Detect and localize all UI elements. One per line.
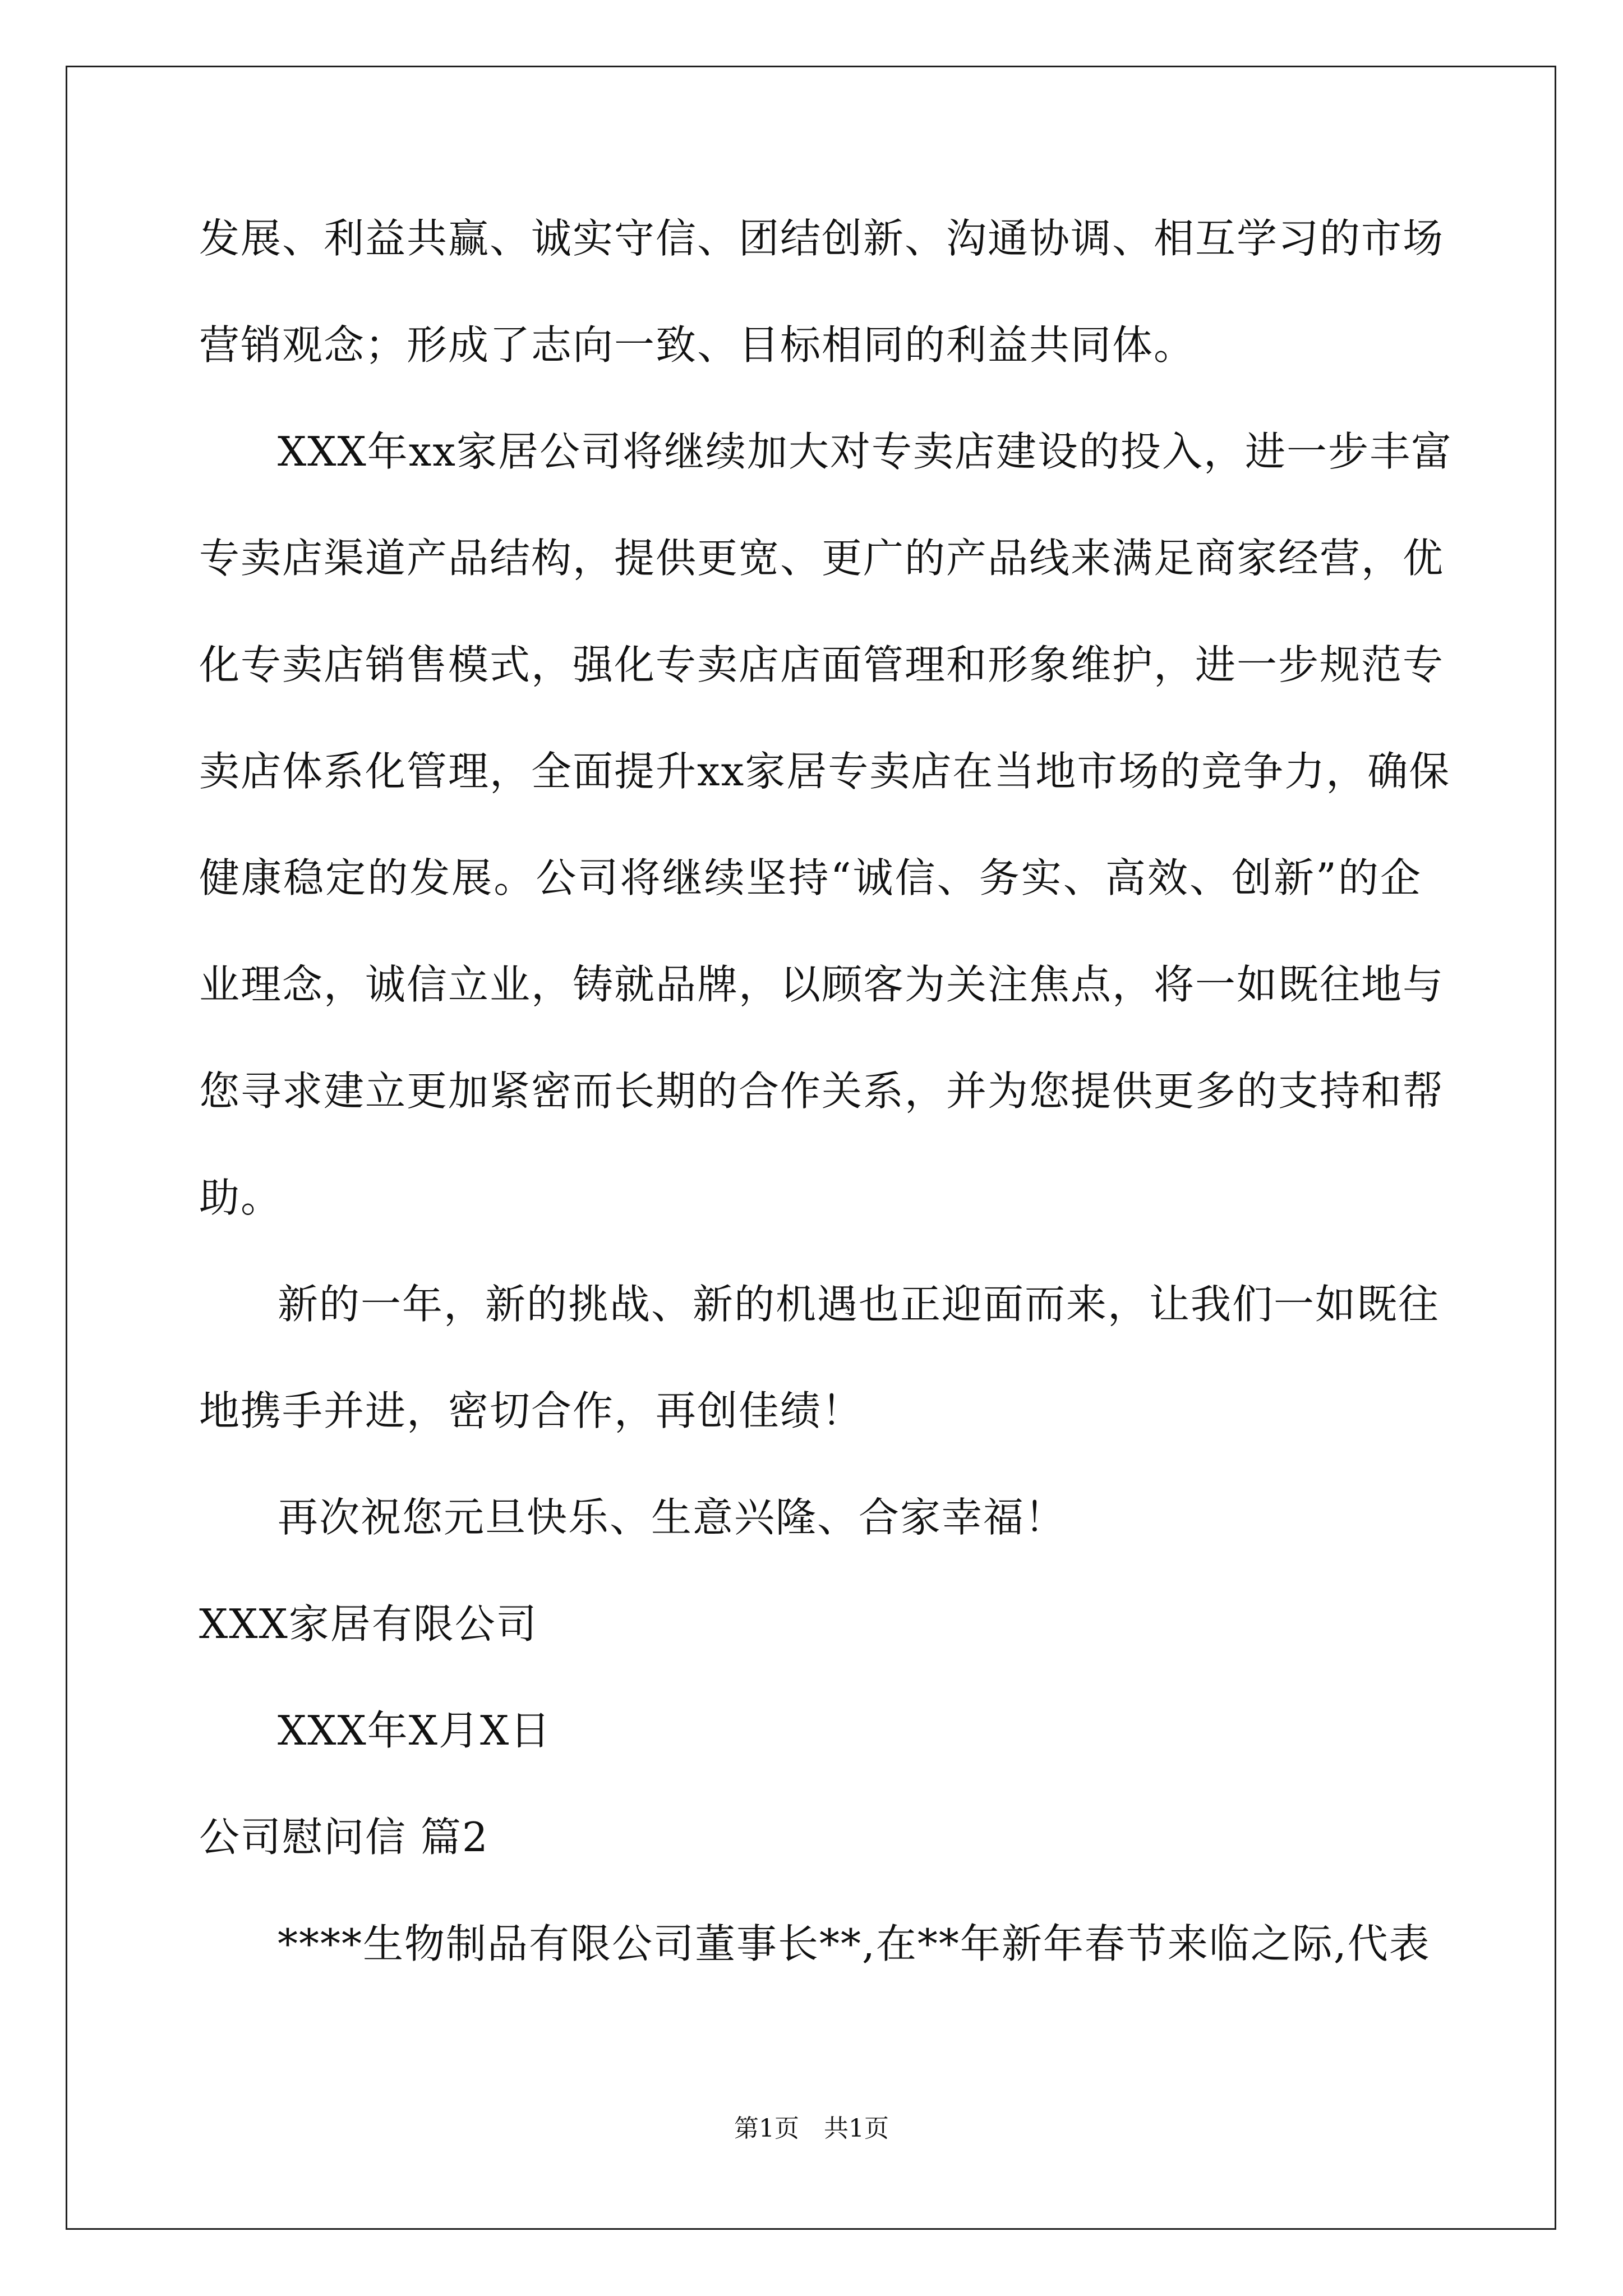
text-line: 您寻求建立更加紧密而长期的合作关系，并为您提供更多的支持和帮: [199, 1068, 1445, 1115]
signature-date: XXX年X月X日: [278, 1707, 552, 1754]
text-line: 地携手并进，密切合作，再创佳绩！: [199, 1387, 864, 1434]
text-line: 再次祝您元旦快乐、生意兴隆、合家幸福！: [278, 1494, 1067, 1541]
signature-company: XXX家居有限公司: [199, 1600, 538, 1648]
text-line: 健康稳定的发展。公司将继续坚持“诚信、务实、高效、创新”的企: [199, 854, 1422, 901]
text-line: ****生物制品有限公司董事长**,在**年新年春节来临之际,代表: [278, 1920, 1431, 1967]
text-line: 发展、利益共赢、诚实守信、团结创新、沟通协调、相互学习的市场: [199, 215, 1445, 262]
page-number-footer: 第1页 共1页: [734, 2114, 889, 2143]
text-line: 卖店体系化管理，全面提升xx家居专卖店在当地市场的竞争力，确保: [199, 748, 1451, 795]
section-heading: 公司慰问信 篇2: [199, 1814, 489, 1861]
text-line: 业理念，诚信立业，铸就品牌，以顾客为关注焦点，将一如既往地与: [199, 961, 1445, 1008]
text-line: XXX年xx家居公司将继续加大对专卖店建设的投入，进一步丰富: [278, 428, 1453, 475]
text-line: 新的一年，新的挑战、新的机遇也正迎面而来，让我们一如既往: [278, 1281, 1440, 1328]
text-line: 化专卖店销售模式，强化专卖店店面管理和形象维护，进一步规范专: [199, 641, 1445, 688]
page-border: [66, 66, 1556, 2230]
text-line: 助。: [199, 1174, 283, 1221]
text-line: 专卖店渠道产品结构，提供更宽、更广的产品线来满足商家经营，优: [199, 535, 1445, 582]
text-line: 营销观念；形成了志向一致、目标相同的利益共同体。: [199, 321, 1196, 369]
